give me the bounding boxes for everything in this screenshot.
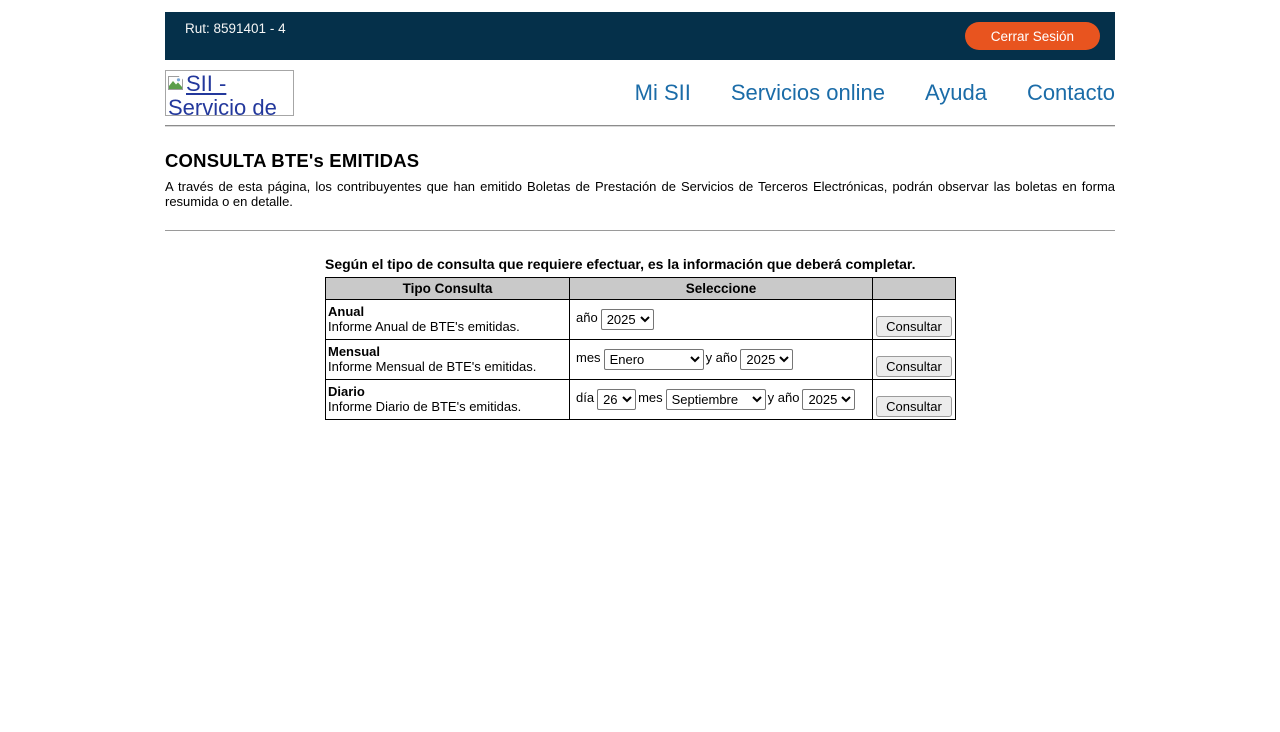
- page-title: CONSULTA BTE's EMITIDAS: [165, 150, 420, 171]
- page-container: [165, 12, 1115, 420]
- tipo-consulta-cell: [326, 339, 570, 379]
- row-description: Informe Mensual de BTE's emitidas.: [328, 359, 537, 374]
- tipo-consulta-cell: [326, 299, 570, 339]
- table-row-diario: [326, 379, 956, 419]
- instruction-text: Según el tipo de consulta que requiere efectuar, es la información que deberá completar.: [325, 256, 916, 272]
- consultar-button-mensual[interactable]: Consultar: [876, 356, 952, 377]
- anual-ano-select[interactable]: [601, 309, 654, 330]
- action-cell: [873, 379, 956, 419]
- row-description: Informe Diario de BTE's emitidas.: [328, 399, 522, 414]
- seleccione-cell: [570, 299, 873, 339]
- row-type-label: Anual: [328, 304, 365, 319]
- mensual-mes-select[interactable]: [604, 349, 704, 370]
- logo-link[interactable]: [165, 70, 294, 116]
- nav-link-contacto[interactable]: Contacto: [1026, 79, 1115, 105]
- field-label: año: [576, 310, 598, 326]
- seleccione-cell: [570, 339, 873, 379]
- session-topbar: [165, 12, 1115, 60]
- content-divider: [165, 230, 1115, 231]
- consultar-button-diario[interactable]: Consultar: [876, 396, 952, 417]
- table-body: [326, 299, 956, 419]
- row-description: Informe Anual de BTE's emitidas.: [328, 319, 520, 334]
- diario-y-ano-select[interactable]: [802, 389, 855, 410]
- nav-link-ayuda[interactable]: Ayuda: [924, 79, 987, 105]
- seleccione-cell: [570, 379, 873, 419]
- consultar-button-anual[interactable]: Consultar: [876, 316, 952, 337]
- table-header-row: [326, 277, 956, 299]
- main-nav: [635, 80, 1115, 106]
- nav-link-mi-sii[interactable]: Mi SII: [634, 79, 691, 105]
- row-type-label: Mensual: [328, 344, 381, 359]
- column-header-action: [873, 277, 956, 299]
- rut-label: Rut: 8591401 - 4: [185, 21, 286, 36]
- logout-button[interactable]: Cerrar Sesión: [965, 22, 1100, 50]
- diario-mes-select[interactable]: [666, 389, 766, 410]
- header-divider: [165, 125, 1115, 127]
- logo-alt-text: SII - Servicio de: [168, 70, 277, 116]
- nav-link-servicios-online[interactable]: Servicios online: [730, 79, 885, 105]
- action-cell: [873, 299, 956, 339]
- column-header-tipo-consulta: Tipo Consulta: [326, 277, 570, 299]
- diario-dia-select[interactable]: [597, 389, 636, 410]
- nav-row: [165, 60, 1115, 125]
- table-row-mensual: [326, 339, 956, 379]
- field-label: día: [576, 390, 595, 406]
- table-row-anual: [326, 299, 956, 339]
- consulta-section: [325, 257, 955, 420]
- field-label: y año: [767, 390, 800, 406]
- field-label: mes: [638, 390, 663, 406]
- column-header-seleccione: Seleccione: [570, 277, 873, 299]
- broken-image-icon: [168, 72, 185, 88]
- action-cell: [873, 339, 956, 379]
- field-label: mes: [576, 350, 601, 366]
- page-description: A través de esta página, los contribuyentes que han emitido Boletas de Prestación de Servicios de Terceros Electrónicas, podrán observar las boletas en forma resumida o en detalle.: [165, 179, 1115, 209]
- consulta-table: [325, 277, 956, 420]
- field-label: y año: [705, 350, 738, 366]
- row-type-label: Diario: [328, 384, 365, 399]
- mensual-y-ano-select[interactable]: [740, 349, 793, 370]
- tipo-consulta-cell: [326, 379, 570, 419]
